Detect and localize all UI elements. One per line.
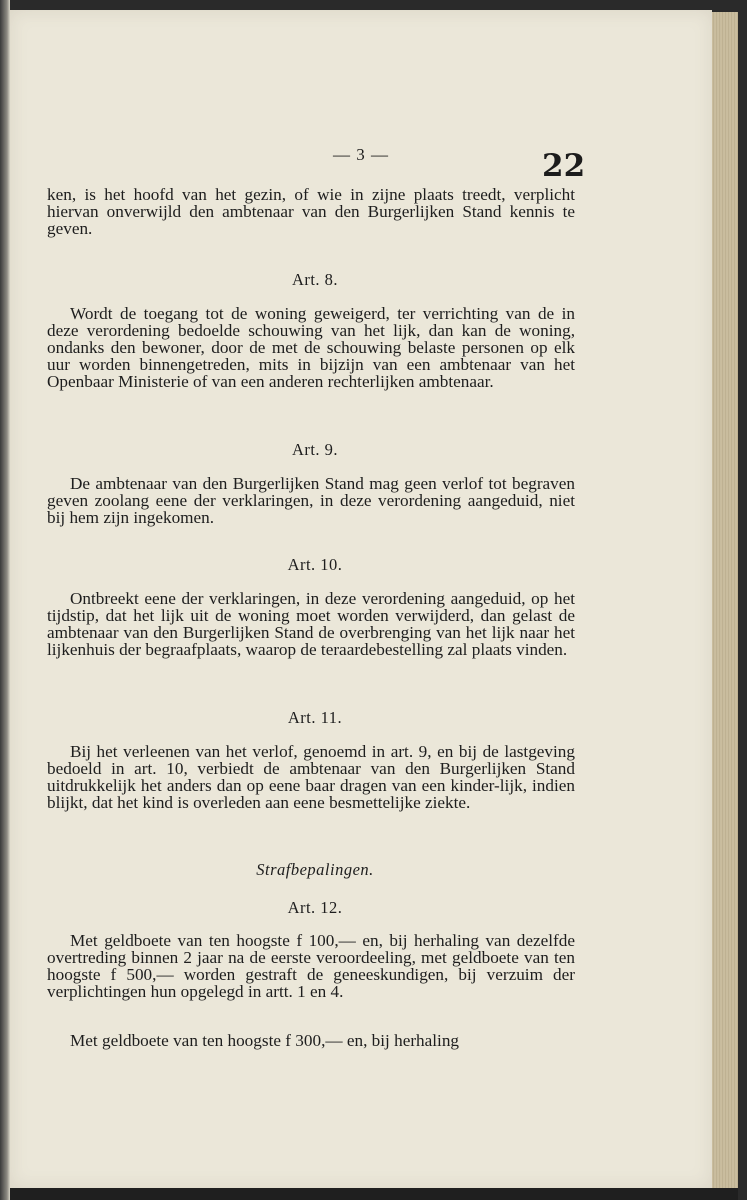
scan-bottom-border xyxy=(10,1188,738,1200)
article-9-heading: Art. 9. xyxy=(291,440,339,459)
opening-paragraph: ken, is het hoofd van het gezin, of wie in zijne plaats treedt, verplicht hiervan onverwijld den ambtenaar van den Burgerlijken Stand kennis te geven. xyxy=(47,185,575,238)
book-gutter xyxy=(0,0,10,1200)
page-folio: — 3 — xyxy=(333,145,389,164)
article-11-heading: Art. 11. xyxy=(287,708,343,727)
article-12-continuation: Met geldboete van ten hoogste f 300,— en, bij herhaling xyxy=(70,1031,460,1050)
article-9-text: De ambtenaar van den Burgerlijken Stand mag geen verlof tot begraven geven zoolang eene der verklaringen, in deze verordening aangeduid, niet bij hem zijn ingekomen. xyxy=(47,474,575,527)
page-stamp-number: 22 xyxy=(542,148,586,184)
article-8-text: Wordt de toegang tot de woning geweigerd, ter verrichting van de in deze verordening bedoelde schouwing van het lijk, dan kan de woning, ondanks den bewoner, door de met de schouwing belaste personen op elk uur worden binnengetreden, mits in bijzijn van een ambtenaar van het Openbaar Ministerie of van een anderen rechterlijken ambtenaar. xyxy=(47,304,575,391)
section-title: Strafbepalingen. xyxy=(256,860,374,879)
document-page xyxy=(10,10,712,1188)
article-12-heading: Art. 12. xyxy=(287,898,343,917)
article-10-text: Ontbreekt eene der verklaringen, in deze verordening aangeduid, op het tijdstip, dat het lijk uit de woning moet worden verwijderd, dan gelast de ambtenaar van den Burgerlijken Stand de overbrenging van het lijk naar het lijkenhuis der begraafplaats, waarop de teraardebestelling zal plaats vinden. xyxy=(47,589,575,659)
article-8-heading: Art. 8. xyxy=(291,270,339,289)
page-stack-edge xyxy=(712,12,738,1188)
article-10-heading: Art. 10. xyxy=(287,555,343,574)
article-11-text: Bij het verleenen van het verlof, genoemd in art. 9, en bij de lastgeving bedoeld in art. 10, verbiedt de ambtenaar van den Burgerlijken Stand uitdrukkelijk het anders dan op eene baar dragen van een kinder-lijk, indien blijkt, dat het kind is overleden aan eene besmettelijke ziekte. xyxy=(47,742,575,812)
article-12-text: Met geldboete van ten hoogste f 100,— en, bij herhaling van dezelfde overtreding binnen 2 jaar na de eerste veroordeeling, met geldboete van ten hoogste f 500,— worden gestraft de geneeskundigen, bij verzuim der verplichtingen hun opgelegd in artt. 1 en 4. xyxy=(47,931,575,1001)
